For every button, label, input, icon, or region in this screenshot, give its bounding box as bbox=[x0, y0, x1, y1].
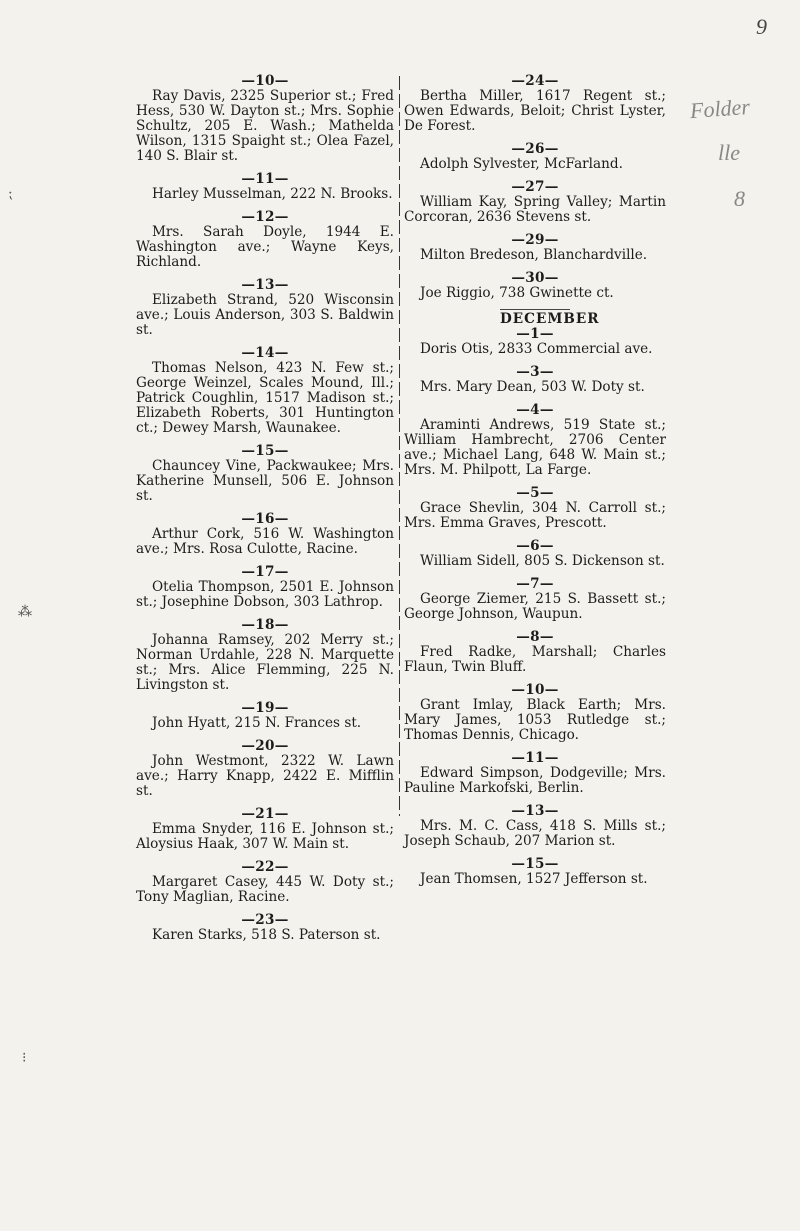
day-heading: —20— bbox=[241, 738, 289, 754]
pencil-note-folder: Folder bbox=[689, 93, 751, 124]
page-number: 9 bbox=[756, 14, 767, 39]
birthday-entry: William Kay, Spring Valley; Martin Corcoran, 2636 Stevens st. bbox=[404, 194, 666, 225]
birthday-entry: Joe Riggio, 738 Gwinette ct. bbox=[420, 285, 614, 301]
birthday-entry: Adolph Sylvester, McFarland. bbox=[420, 156, 623, 172]
birthday-entry: Arthur Cork, 516 W. Washington ave.; Mrs. Rosa Culotte, Racine. bbox=[136, 526, 394, 557]
month-heading-december: DECEMBER bbox=[500, 311, 600, 327]
pencil-note-number: 8 bbox=[734, 186, 745, 211]
day-heading: —18— bbox=[241, 617, 289, 633]
day-heading: —29— bbox=[511, 232, 559, 248]
day-heading: —8— bbox=[516, 629, 554, 645]
birthday-entry: Milton Bredeson, Blanchardville. bbox=[420, 247, 648, 263]
day-heading: —11— bbox=[241, 171, 289, 187]
birthday-entry: Bertha Miller, 1617 Regent st.; Owen Edwards, Beloit; Christ Lyster, De Forest. bbox=[404, 88, 666, 134]
day-heading: —21— bbox=[241, 806, 289, 822]
birthday-entry: Thomas Nelson, 423 N. Few st.; George Weinzel, Scales Mound, Ill.; Patrick Coughlin, 1517 Madison st.; Elizabeth Roberts, 301 Huntington ct.; Dewey Marsh, Waunakee. bbox=[136, 360, 394, 436]
birthday-entry: Harley Musselman, 222 N. Brooks. bbox=[152, 186, 393, 202]
day-heading: —26— bbox=[511, 141, 559, 157]
day-heading: —22— bbox=[241, 859, 289, 875]
right-column bbox=[404, 74, 666, 887]
november-entries bbox=[404, 74, 666, 301]
pencil-note-lle: lle bbox=[718, 140, 740, 165]
day-heading: —17— bbox=[241, 564, 289, 580]
day-heading: —30— bbox=[511, 270, 559, 286]
day-heading: —23— bbox=[241, 912, 289, 928]
day-heading: —19— bbox=[241, 700, 289, 716]
birthday-entry: Mrs. M. C. Cass, 418 S. Mills st.; Joseph Schaub, 207 Marion st. bbox=[404, 818, 666, 849]
birthday-entry: Karen Starks, 518 S. Paterson st. bbox=[152, 927, 381, 943]
birthday-entry: Margaret Casey, 445 W. Doty st.; Tony Maglian, Racine. bbox=[136, 874, 394, 905]
birthday-entry: Emma Snyder, 116 E. Johnson st.; Aloysius Haak, 307 W. Main st. bbox=[136, 821, 394, 852]
december-entries bbox=[404, 327, 666, 887]
birthday-entry: George Ziemer, 215 S. Bassett st.; George Johnson, Waupun. bbox=[404, 591, 666, 622]
day-heading: —5— bbox=[516, 485, 554, 501]
margin-mark: ⁏ bbox=[8, 186, 13, 202]
day-heading: —16— bbox=[241, 511, 289, 527]
birthday-entry: Otelia Thompson, 2501 E. Johnson st.; Josephine Dobson, 303 Lathrop. bbox=[136, 579, 394, 610]
day-heading: —4— bbox=[516, 402, 554, 418]
day-heading: —27— bbox=[511, 179, 559, 195]
birthday-entry: Edward Simpson, Dodgeville; Mrs. Pauline Markofski, Berlin. bbox=[404, 765, 666, 796]
birthday-entry: Doris Otis, 2833 Commercial ave. bbox=[420, 341, 653, 357]
birthday-entry: Mrs. Mary Dean, 503 W. Doty st. bbox=[420, 379, 645, 395]
birthday-entry: Grace Shevlin, 304 N. Carroll st.; Mrs. Emma Graves, Prescott. bbox=[404, 500, 666, 531]
day-heading: —24— bbox=[511, 73, 559, 89]
birthday-entry: Johanna Ramsey, 202 Merry st.; Norman Urdahle, 228 N. Marquette st.; Mrs. Alice Flemming, 225 N. Livingston st. bbox=[136, 632, 394, 693]
birthday-entry: John Westmont, 2322 W. Lawn ave.; Harry Knapp, 2422 E. Mifflin st. bbox=[136, 753, 394, 799]
margin-mark: ⁝ bbox=[22, 1050, 27, 1066]
birthday-entry: Ray Davis, 2325 Superior st.; Fred Hess, 530 W. Dayton st.; Mrs. Sophie Schultz, 205 E. Wash.; Mathelda Wilson, 1315 Spaight st.; Olea Fazel, 140 S. Blair st. bbox=[136, 88, 394, 164]
margin-mark: ⁂ bbox=[18, 604, 32, 620]
day-heading: —1— bbox=[516, 326, 554, 342]
birthday-entry: Jean Thomsen, 1527 Jefferson st. bbox=[420, 871, 648, 887]
day-heading: —14— bbox=[241, 345, 289, 361]
birthday-entry: Mrs. Sarah Doyle, 1944 E. Washington ave.; Wayne Keys, Richland. bbox=[136, 224, 394, 270]
day-heading: —13— bbox=[241, 277, 289, 293]
birthday-entry: William Sidell, 805 S. Dickenson st. bbox=[420, 553, 665, 569]
day-heading: —6— bbox=[516, 538, 554, 554]
day-heading: —15— bbox=[511, 856, 559, 872]
birthday-entry: Grant Imlay, Black Earth; Mrs. Mary James, 1053 Rutledge st.; Thomas Dennis, Chicago. bbox=[404, 697, 666, 743]
day-heading: —11— bbox=[511, 750, 559, 766]
birthday-entry: Chauncey Vine, Packwaukee; Mrs. Katherine Munsell, 506 E. Johnson st. bbox=[136, 458, 394, 504]
day-heading: —7— bbox=[516, 576, 554, 592]
day-heading: —10— bbox=[241, 73, 289, 89]
day-heading: —15— bbox=[241, 443, 289, 459]
column-divider bbox=[399, 76, 400, 816]
day-heading: —13— bbox=[511, 803, 559, 819]
birthday-entry: John Hyatt, 215 N. Frances st. bbox=[152, 715, 362, 731]
birthday-entry: Araminti Andrews, 519 State st.; William Hambrecht, 2706 Center ave.; Michael Lang, 648 W. Main st.; Mrs. M. Philpott, La Farge. bbox=[404, 417, 666, 478]
left-column bbox=[136, 74, 394, 943]
day-heading: —12— bbox=[241, 209, 289, 225]
day-heading: —3— bbox=[516, 364, 554, 380]
day-heading: —10— bbox=[511, 682, 559, 698]
birthday-entry: Elizabeth Strand, 520 Wisconsin ave.; Louis Anderson, 303 S. Baldwin st. bbox=[136, 292, 394, 338]
birthday-entry: Fred Radke, Marshall; Charles Flaun, Twin Bluff. bbox=[404, 644, 666, 675]
